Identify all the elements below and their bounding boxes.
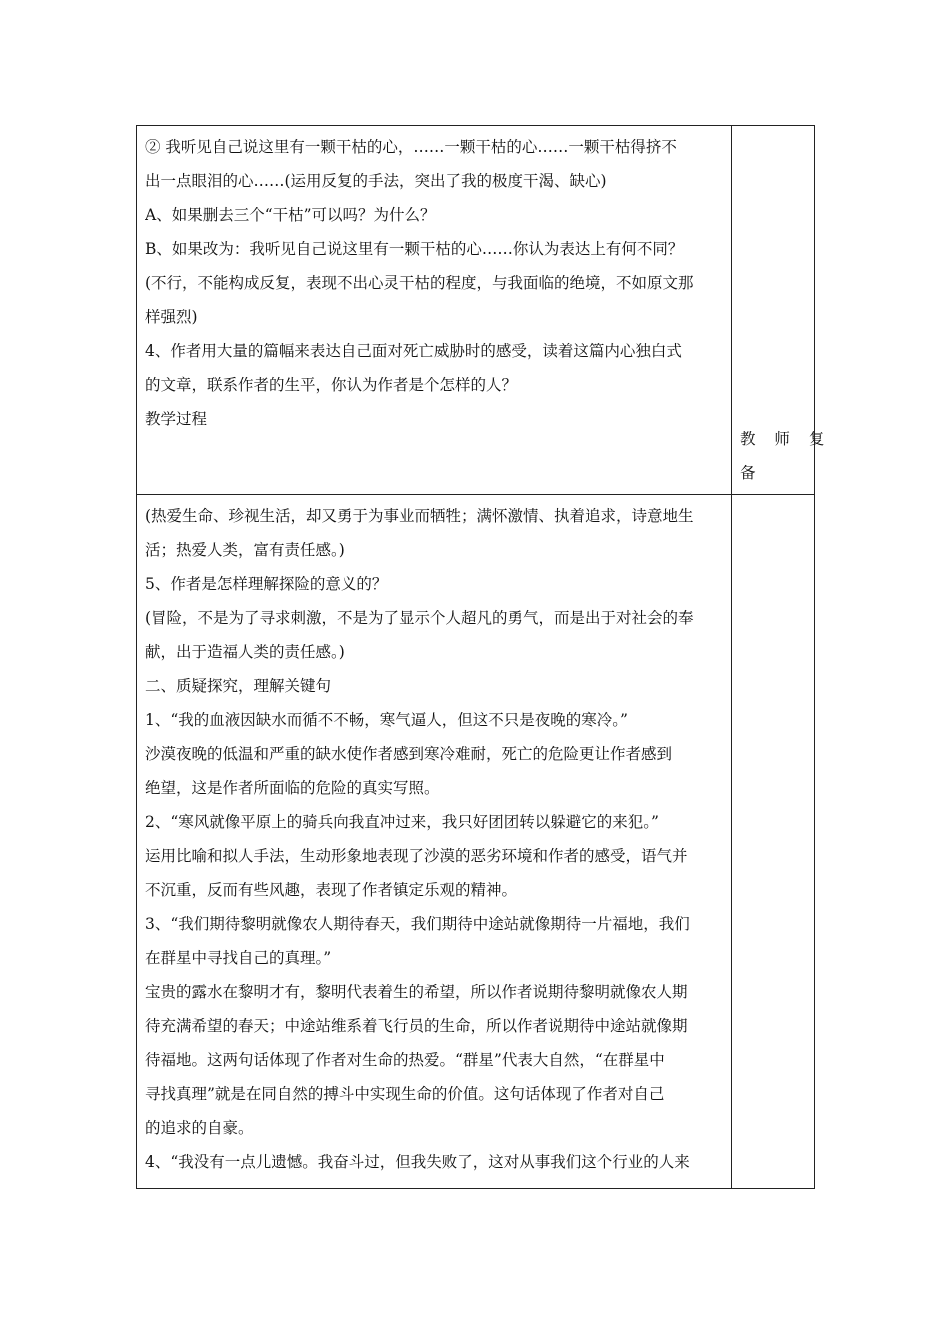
text-line: 的文章，联系作者的生平，你认为作者是个怎样的人？ xyxy=(145,376,518,394)
main-content-cell xyxy=(137,495,732,1189)
text-line: 不沉重，反而有些风趣，表现了作者镇定乐观的精神。 xyxy=(145,881,518,899)
text-line: (不行，不能构成反复，表现不出心灵干枯的程度，与我面临的绝境，不如原文那 xyxy=(145,274,694,292)
text-line: (冒险，不是为了寻求刺激，不是为了显示个人超凡的勇气，而是出于对社会的奉 xyxy=(145,609,694,627)
text-line: 的追求的自豪。 xyxy=(145,1119,254,1137)
text-line: 宝贵的露水在黎明才有，黎明代表着生的希望，所以作者说期待黎明就像农人期 xyxy=(145,983,688,1001)
text-line: 1、“我的血液因缺水而循不不畅，寒气逼人，但这不只是夜晚的寒冷。” xyxy=(145,711,628,729)
text-line: 运用比喻和拟人手法，生动形象地表现了沙漠的恶劣环境和作者的感受，语气并 xyxy=(145,847,688,865)
text-line: A、如果删去三个“干枯”可以吗？为什么？ xyxy=(145,206,436,224)
side-note-cell-empty xyxy=(732,495,815,1189)
text-line: 4、“我没有一点儿遗憾。我奋斗过，但我失败了，这对从事我们这个行业的人来 xyxy=(145,1153,690,1171)
text-line: B、如果改为：我听见自己说这里有一颗干枯的心……你认为表达上有何不同？ xyxy=(145,240,684,258)
teacher-review-note xyxy=(732,126,832,490)
text-line: (热爱生命、珍视生活，却又勇于为事业而牺牲；满怀激情、执着追求，诗意地生 xyxy=(145,507,694,525)
text-line: 寻找真理”就是在同自然的搏斗中实现生命的价值。这句话体现了作者对自己 xyxy=(145,1085,665,1103)
text-line: 活；热爱人类，富有责任感。) xyxy=(145,541,345,559)
text-line: 绝望，这是作者所面临的危险的真实写照。 xyxy=(145,779,440,797)
text-line: 待福地。这两句话体现了作者对生命的热爱。“群星”代表大自然，“在群星中 xyxy=(145,1051,665,1069)
table-row xyxy=(137,126,815,495)
main-content-cell xyxy=(137,126,732,495)
section-heading-key-sentences: 二、质疑探究，理解关键句 xyxy=(145,677,332,695)
side-note-line: 教 师 复 xyxy=(740,430,832,448)
side-note-cell xyxy=(732,126,832,495)
text-line: 待充满希望的春天；中途站维系着飞行员的生命，所以作者说期待中途站就像期 xyxy=(145,1017,688,1035)
section2-text xyxy=(137,495,731,1179)
text-line: 样强烈) xyxy=(145,308,198,326)
side-note-line: 备 xyxy=(740,464,763,482)
lesson-plan-table xyxy=(136,125,832,1189)
text-line: 出一点眼泪的心……(运用反复的手法，突出了我的极度干渴、缺心) xyxy=(145,172,607,190)
text-line: 2、“寒风就像平原上的骑兵向我直冲过来，我只好团团转以躲避它的来犯。” xyxy=(145,813,659,831)
table-row xyxy=(137,495,815,1189)
text-line: 5、作者是怎样理解探险的意义的？ xyxy=(145,575,388,593)
text-line: 献，出于造福人类的责任感。) xyxy=(145,643,345,661)
text-line: ② 我听见自己说这里有一颗干枯的心，……一颗干枯的心……一颗干枯得挤不 xyxy=(145,138,677,156)
text-line: 在群星中寻找自己的真理。” xyxy=(145,949,332,967)
text-line: 3、“我们期待黎明就像农人期待春天，我们期待中途站就像期待一片福地，我们 xyxy=(145,915,690,933)
section1-text xyxy=(137,126,731,436)
text-line: 沙漠夜晚的低温和严重的缺水使作者感到寒冷难耐，死亡的危险更让作者感到 xyxy=(145,745,673,763)
section-heading-teaching-process: 教学过程 xyxy=(145,410,208,428)
text-line: 4、作者用大量的篇幅来表达自己面对死亡威胁时的感受，读着这篇内心独白式 xyxy=(145,342,682,360)
